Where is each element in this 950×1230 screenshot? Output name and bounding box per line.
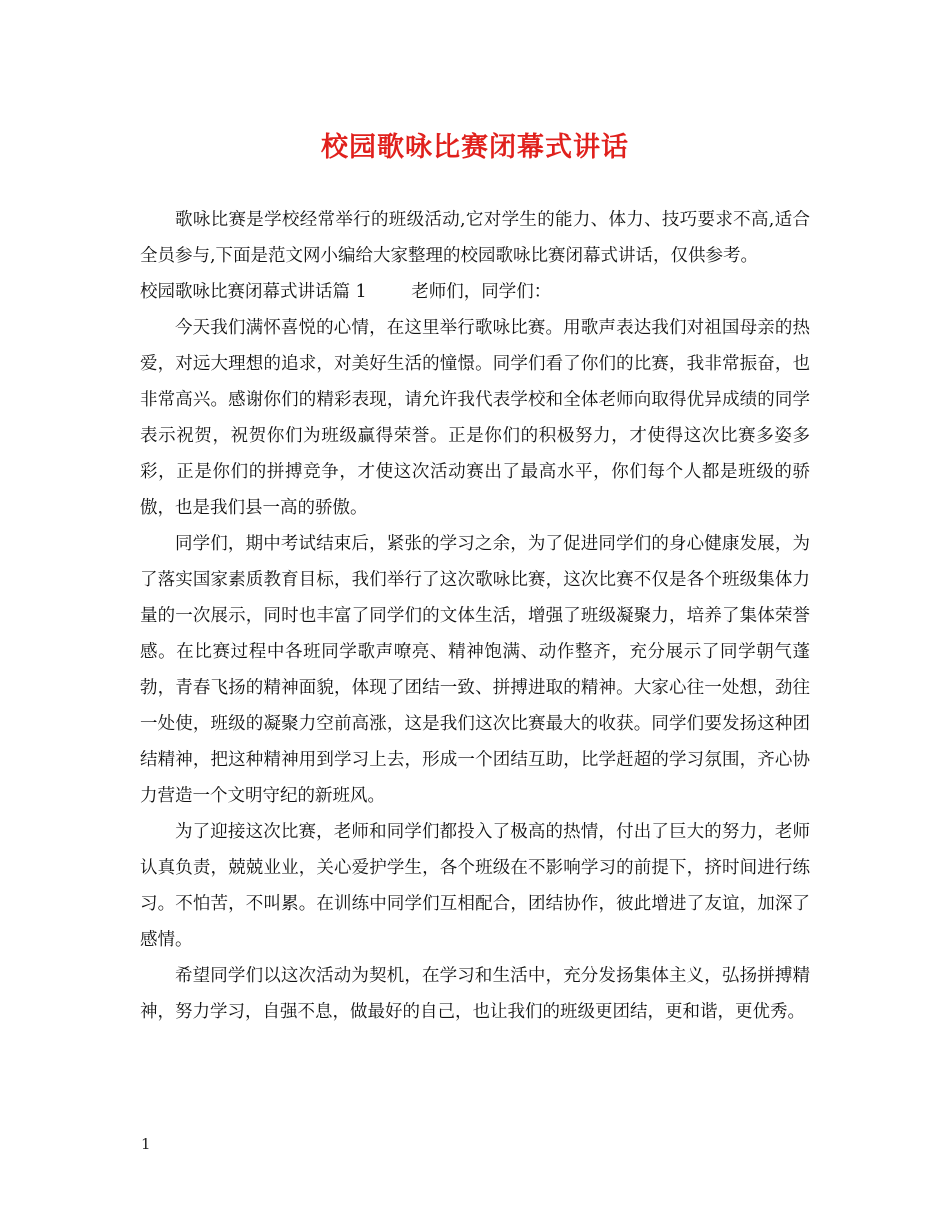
intro-paragraph: 歌咏比赛是学校经常举行的班级活动,它对学生的能力、体力、技巧要求不高,适合全员参与,下面是范文网小编给大家整理的校园歌咏比赛闭幕式讲话，仅供参考。 [140, 210, 810, 266]
body-paragraph: 今天我们满怀喜悦的心情，在这里举行歌咏比赛。用歌声表达我们对祖国母亲的热爱，对远大理想的追求，对美好生活的憧憬。同学们看了你们的比赛，我非常振奋，也非常高兴。感谢你们的精彩表现，请允许我代表学校和全体老师向取得优异成绩的同学表示祝贺，祝贺你们为班级赢得荣誉。正是你们的积极努力，才使得这次比赛多姿多彩，正是你们的拼搏竞争，才使这次活动赛出了最高水平，你们每个人都是班级的骄傲，也是我们县一高的骄傲。 [140, 318, 810, 518]
body-paragraph: 同学们，期中考试结束后，紧张的学习之余，为了促进同学们的身心健康发展，为了落实国家素质教育目标，我们举行了这次歌咏比赛，这次比赛不仅是各个班级集体力量的一次展示，同时也丰富了同学们的文体生活，增强了班级凝聚力，培养了集体荣誉感。在比赛过程中各班同学歌声嘹亮、精神饱满、动作整齐，充分展示了同学朝气蓬勃，青春飞扬的精神面貌，体现了团结一致、拼搏进取的精神。大家心往一处想，劲往一处使，班级的凝聚力空前高涨，这是我们这次比赛最大的收获。同学们要发扬这种团结精神，把这种精神用到学习上去，形成一个团结互助，比学赶超的学习氛围，齐心协力营造一个文明守纪的新班风。 [140, 534, 810, 806]
body-paragraph: 为了迎接这次比赛，老师和同学们都投入了极高的热情，付出了巨大的努力，老师认真负责，兢兢业业，关心爱护学生，各个班级在不影响学习的前提下，挤时间进行练习。不怕苦，不叫累。在训练中同学们互相配合，团结协作，彼此增进了友谊，加深了感情。 [140, 822, 810, 950]
body-paragraph: 希望同学们以这次活动为契机，在学习和生活中，充分发扬集体主义，弘扬拼搏精神，努力学习，自强不息，做最好的自己，也让我们的班级更团结，更和谐，更优秀。 [140, 966, 810, 1022]
page-number: 1 [141, 1135, 151, 1153]
document-body [140, 202, 810, 1030]
document-title: 校园歌咏比赛闭幕式讲话 [321, 132, 629, 163]
section-heading: 校园歌咏比赛闭幕式讲话篇 1 [140, 282, 367, 302]
salutation: 老师们，同学们： [411, 282, 552, 302]
section-heading-line [140, 274, 810, 310]
